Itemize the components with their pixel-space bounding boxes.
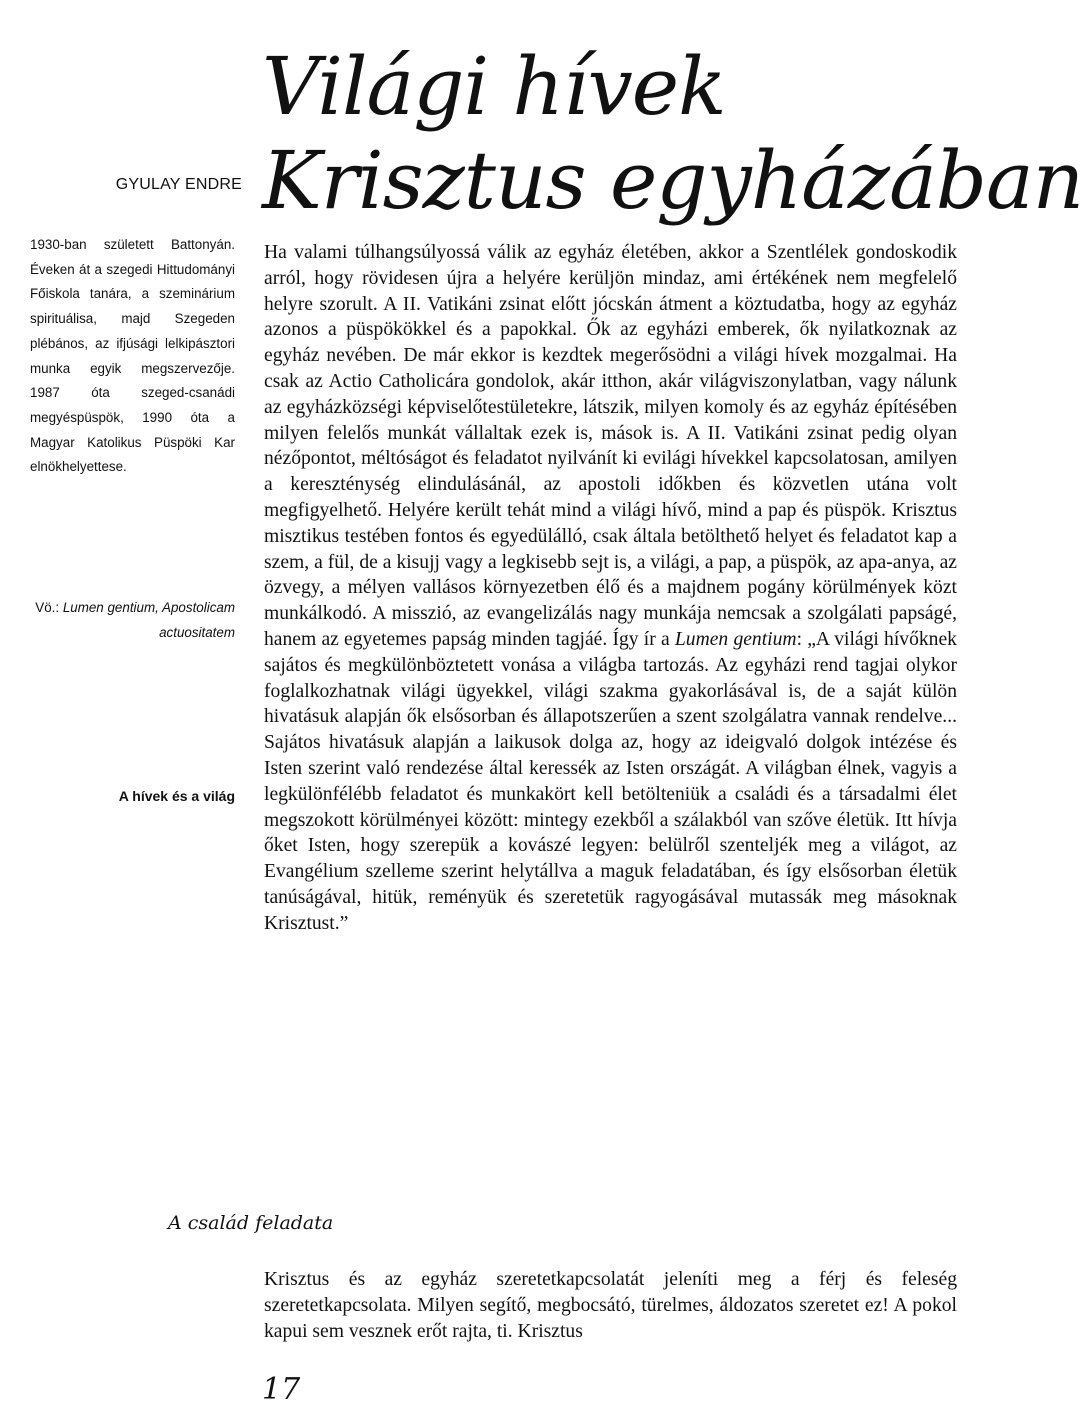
article-title <box>262 40 1083 229</box>
body-paragraph-2: Krisztus és az egyház szeretetkapcsolatát jeleníti meg a férj és feleség szeretetkapcsolata. Milyen segítő, megbocsátó, türelmes, áldozatos szeretet ez! A pokol kapui sem vesznek erőt rajta, ti. Krisztus <box>264 1269 957 1342</box>
paragraph-1-text-b: : „A világi hívőknek sajátos és megkülönböztetett vonása a világba tartozás. Az egyházi rend tagjai olykor foglalkozhatnak világi ügyekkel, világi szakma gyakorlásával is, de a saját külön hivatásuk alapján ők elsősorban és állapotszerűen a szent szolgálatra vannak rendelve... Sajátos hivatásuk alapján a laikusok dolga az, hogy az ideigvaló dolgok intézése és Isten szerint való rendezése által keressék az Isten országát. A világban élnek, vagyis a legkülönfélébb feladatot és munkakört kell betölteniük a családi és a társadalmi élet megszokott körülményei között: mintegy ezekből a szálakból van szőve életük. Itt hívja őket Isten, hogy szerepük a kovászé legyen: belülről szenteljék meg a világot, az Evangélium szelleme szerint helytállva a maguk feladatában, és így elsősorban életük tanúságával, hitük, reményük és szeretetük ragyogásával mutassák meg másoknak Krisztust.” <box>264 628 957 934</box>
reference-prefix: Vö.: <box>35 600 63 615</box>
reference-sources: Lumen gentium, Apostolicam actuositatem <box>62 600 235 640</box>
title-line-2: Krisztus egyházában <box>262 134 1083 228</box>
author-bio: 1930-ban született Battonyán. Éveken át a szegedi Hittudományi Főiskola tanára, a szeminárium spirituálisa, majd Szegeden plébános, az ifjúsági lelkipásztori munka egyik megszervezője. 1987 óta szeged-csanádi megyéspüspök, 1990 óta a Magyar Katolikus Püspöki Kar elnökhelyettese. <box>30 237 235 475</box>
section-heading: A család feladata <box>168 1212 334 1234</box>
body-paragraph-1 <box>264 240 957 937</box>
author-name: GYULAY ENDRE <box>115 176 242 193</box>
paragraph-1-text-a: Ha valami túlhangsúlyossá válik az egyház életében, akkor a Szentlélek gondoskodik arról, hogy rövidesen újra a helyére kerüljön mindaz, ami értékének nem megfelelő helyre szorult. A II. Vatikáni zsinat előtt jócskán átment a köztudatba, hogy az egyház azonos a püspökökkel és a papokkal. Ők az egyházi emberek, ők nyilatkoznak az egyház nevében. De már ekkor is kezdtek megerősödni a világi hívek mozgalmai. Ha csak az Actio Catholicára gondolok, akár itthon, akár világviszonylatban, vagy nálunk az egyházközségi képviselőtestületekre, látszik, milyen komoly és az egyház építésében milyen felelős munkát vállaltak ezek is, mások is. A II. Vatikáni zsinat pedig olyan nézőpontot, méltóságot és feladatot nyilvánít ki evilági hívekkel kapcsolatosan, amilyen a kereszténység elindulásánál, az apostoli időkben és közvetlen utána volt megfigyelhető. Helyére került tehát mind a világi hívő, mind a pap és püspök. Krisztus misztikus testében fontos és egyedülálló, csak általa betölthető helyet és feladatot kap a szem, a fül, de a kisujj vagy a legkisebb sejt is, a világi, a pap, a püspök, az apa-anya, az özvegy, a mélyen vallásos környezetben élő és a majdnem pogány körülmények közt munkálkodó. A misszió, az evangelizálás nagy munkája nemcsak a szolgálati papságé, hanem az egyetemes papság minden tagjáé. Így ír a <box>264 242 957 650</box>
page-number: 17 <box>262 1372 301 1407</box>
reference-note <box>23 596 235 645</box>
paragraph-1-citation: Lumen gentium <box>674 628 797 650</box>
title-line-1: Világi hívek <box>262 40 726 133</box>
sidebar-section-label: A hívek és a világ <box>118 788 235 804</box>
